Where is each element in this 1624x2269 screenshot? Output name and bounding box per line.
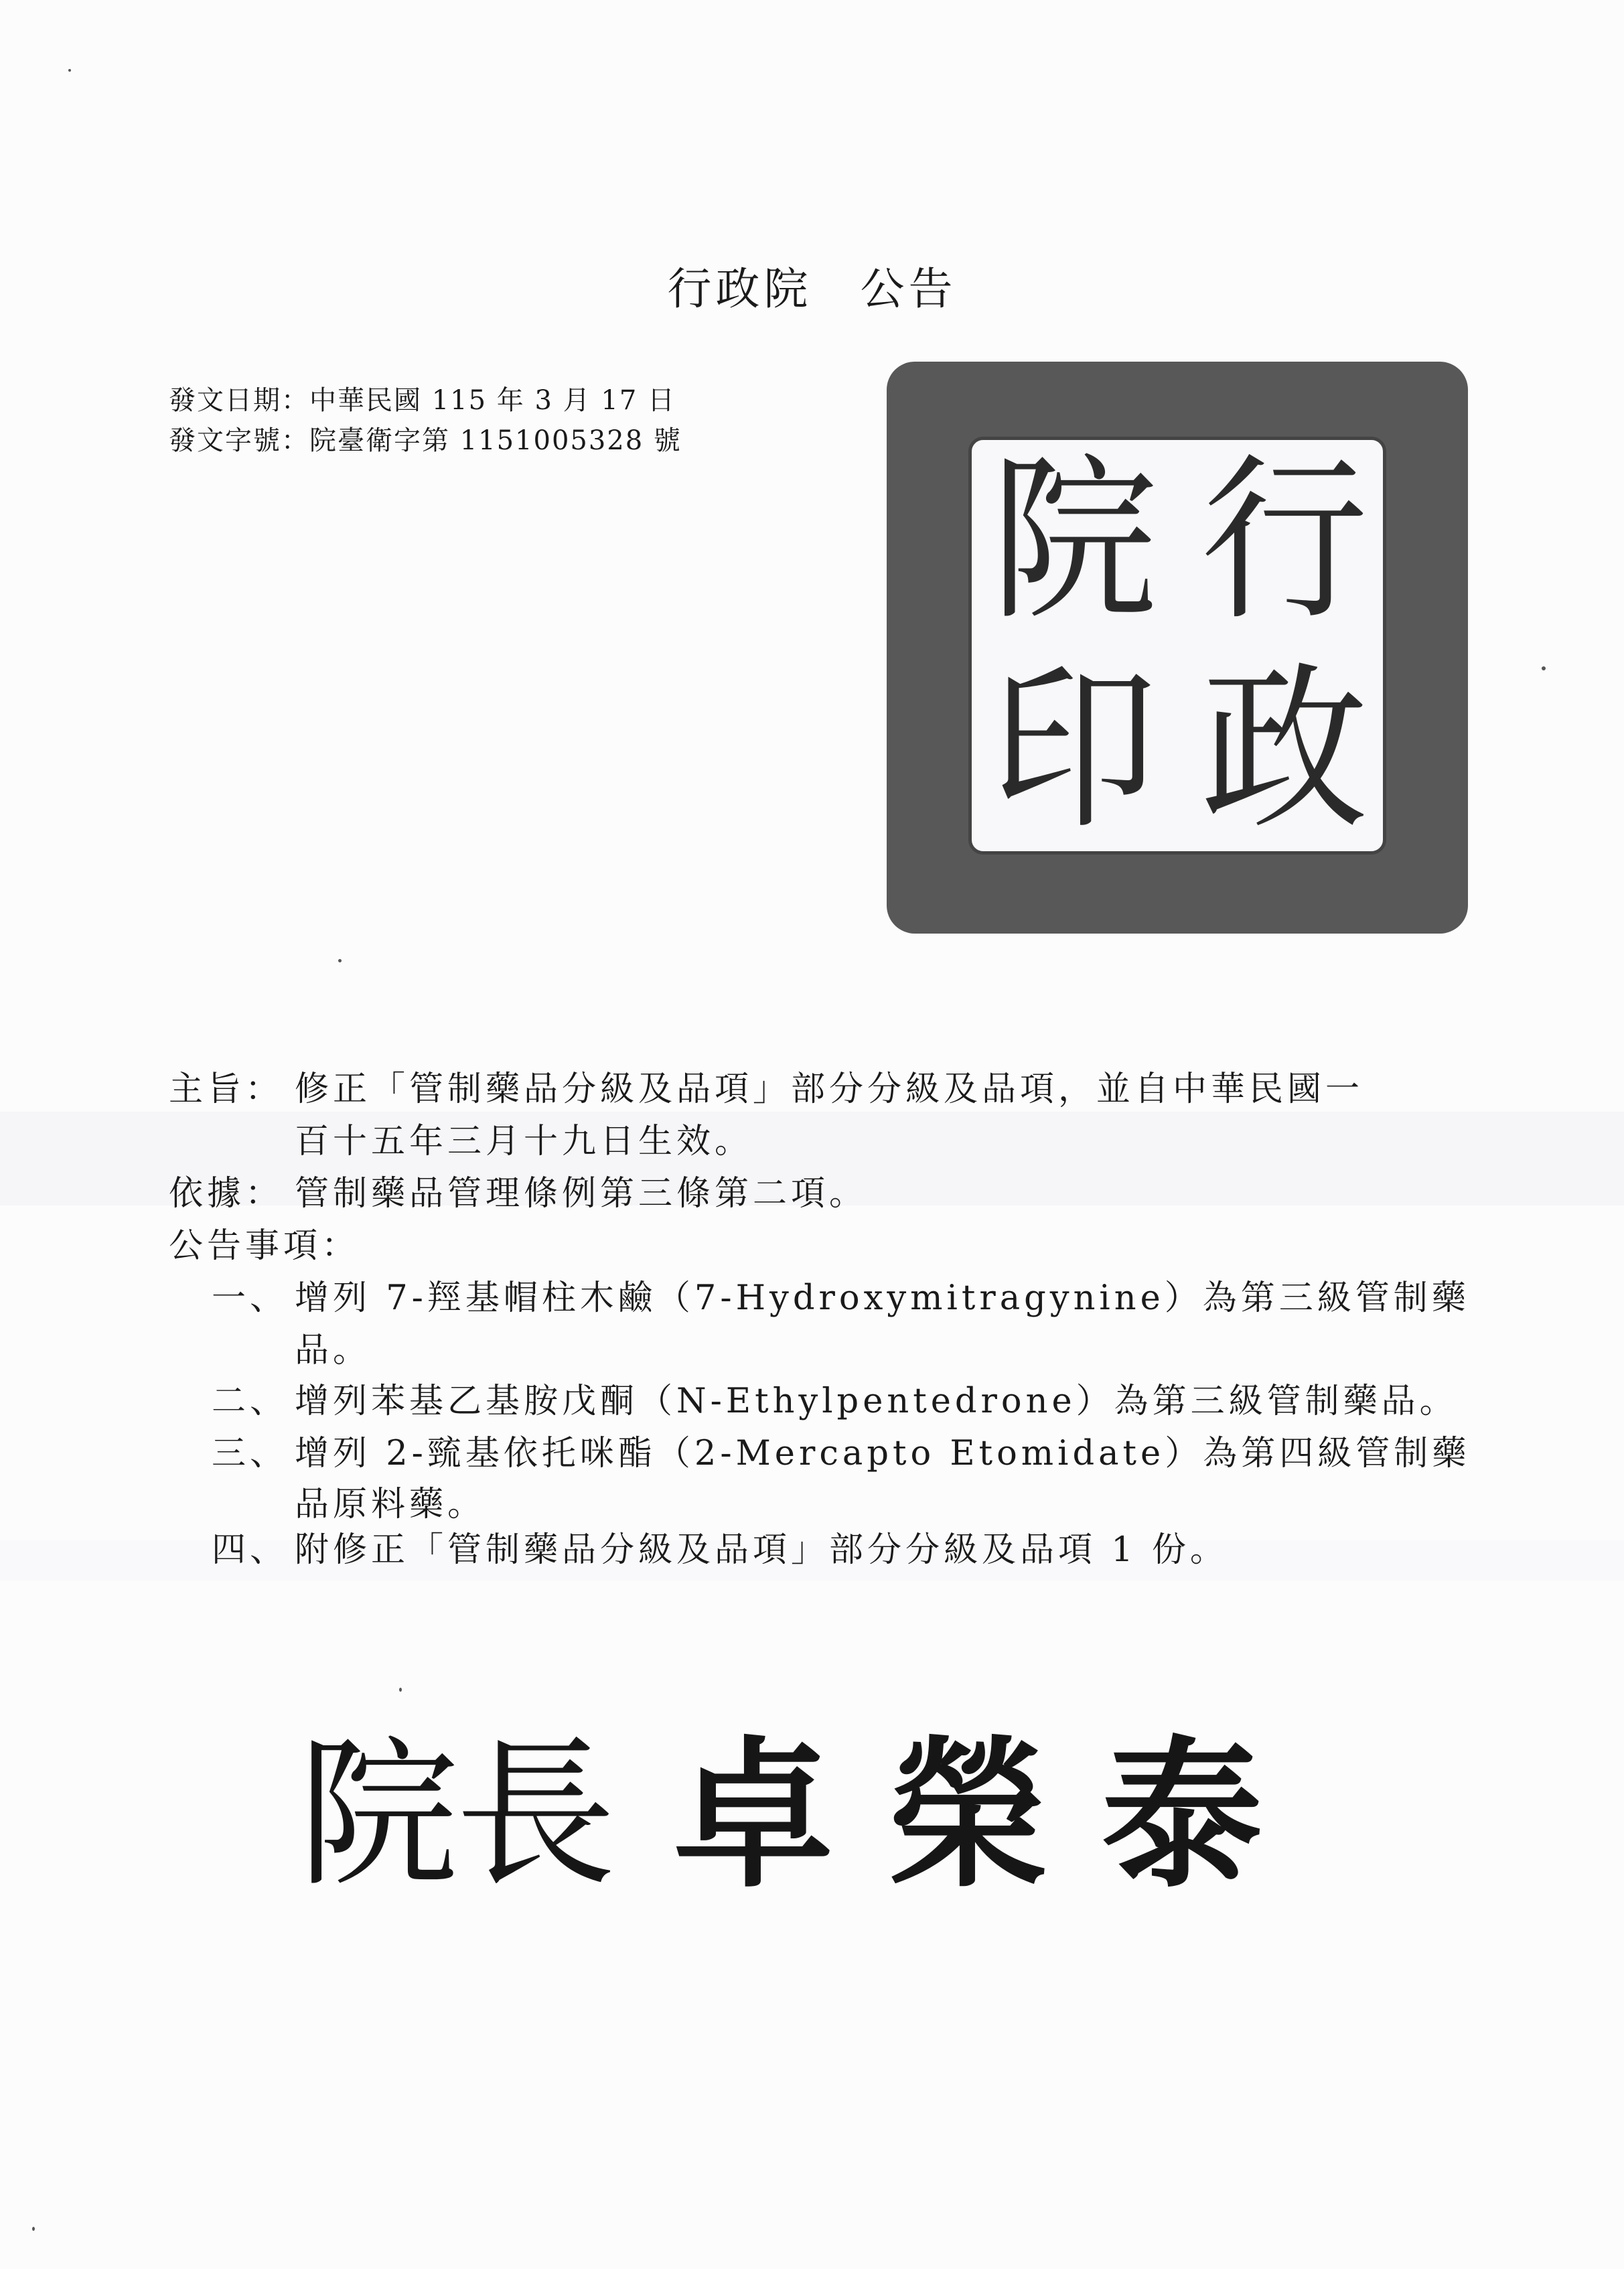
notice-item-text: 增列 7-羥基帽柱木鹼（7-Hydroxymitragynine）為第三級管制藥 [295, 1278, 1470, 1318]
seal-glyph: 行 [1201, 437, 1368, 644]
notice-item-number: 三、 [212, 1434, 289, 1473]
basis-text: 管制藥品管理條例第三條第二項。 [295, 1174, 868, 1214]
signature-glyph: 院 [298, 1721, 459, 1909]
scan-speck [399, 1688, 402, 1692]
premier-signature [298, 1721, 1343, 1909]
signature-glyph: 榮 [887, 1721, 1049, 1909]
signature-glyph: 卓 [673, 1721, 834, 1909]
notice-item-text: 附修正「管制藥品分級及品項」部分分級及品項 1 份。 [295, 1530, 1228, 1570]
issue-reference-number: 發文字號：院臺衛字第 1151005328 號 [169, 425, 682, 456]
subject-text: 百十五年三月十九日生效。 [295, 1122, 753, 1161]
signature-glyph: 長 [455, 1721, 617, 1909]
seal-glyph: 印 [990, 646, 1158, 853]
basis-label: 依據： [169, 1174, 284, 1214]
seal-glyph: 院 [990, 437, 1158, 644]
notice-items-label: 公告事項： [169, 1226, 360, 1266]
scan-speck [1542, 666, 1546, 670]
seal-glyph: 政 [1201, 646, 1368, 853]
seal-face [968, 437, 1386, 855]
scan-speck [68, 69, 71, 72]
notice-item-number: 四、 [212, 1530, 289, 1570]
subject-text: 修正「管制藥品分級及品項」部分分級及品項，並自中華民國一 [295, 1070, 1364, 1109]
notice-item-number: 一、 [212, 1278, 289, 1318]
document-title: 行政院 公告 [667, 263, 957, 315]
notice-item-number: 二、 [212, 1382, 289, 1421]
issue-date: 發文日期：中華民國 115 年 3 月 17 日 [169, 385, 676, 416]
notice-item-text: 品原料藥。 [295, 1485, 486, 1524]
notice-item-text: 增列苯基乙基胺戊酮（N-Ethylpentedrone）為第三級管制藥品。 [295, 1382, 1458, 1421]
subject-label: 主旨： [169, 1070, 284, 1109]
scan-speck [32, 2227, 35, 2231]
notice-item-text: 增列 2-巰基依托咪酯（2-Mercapto Etomidate）為第四級管制藥 [295, 1434, 1471, 1473]
signature-glyph: 泰 [1102, 1721, 1263, 1909]
scan-speck [338, 959, 342, 962]
official-seal [887, 362, 1468, 934]
notice-item-text: 品。 [295, 1331, 372, 1370]
